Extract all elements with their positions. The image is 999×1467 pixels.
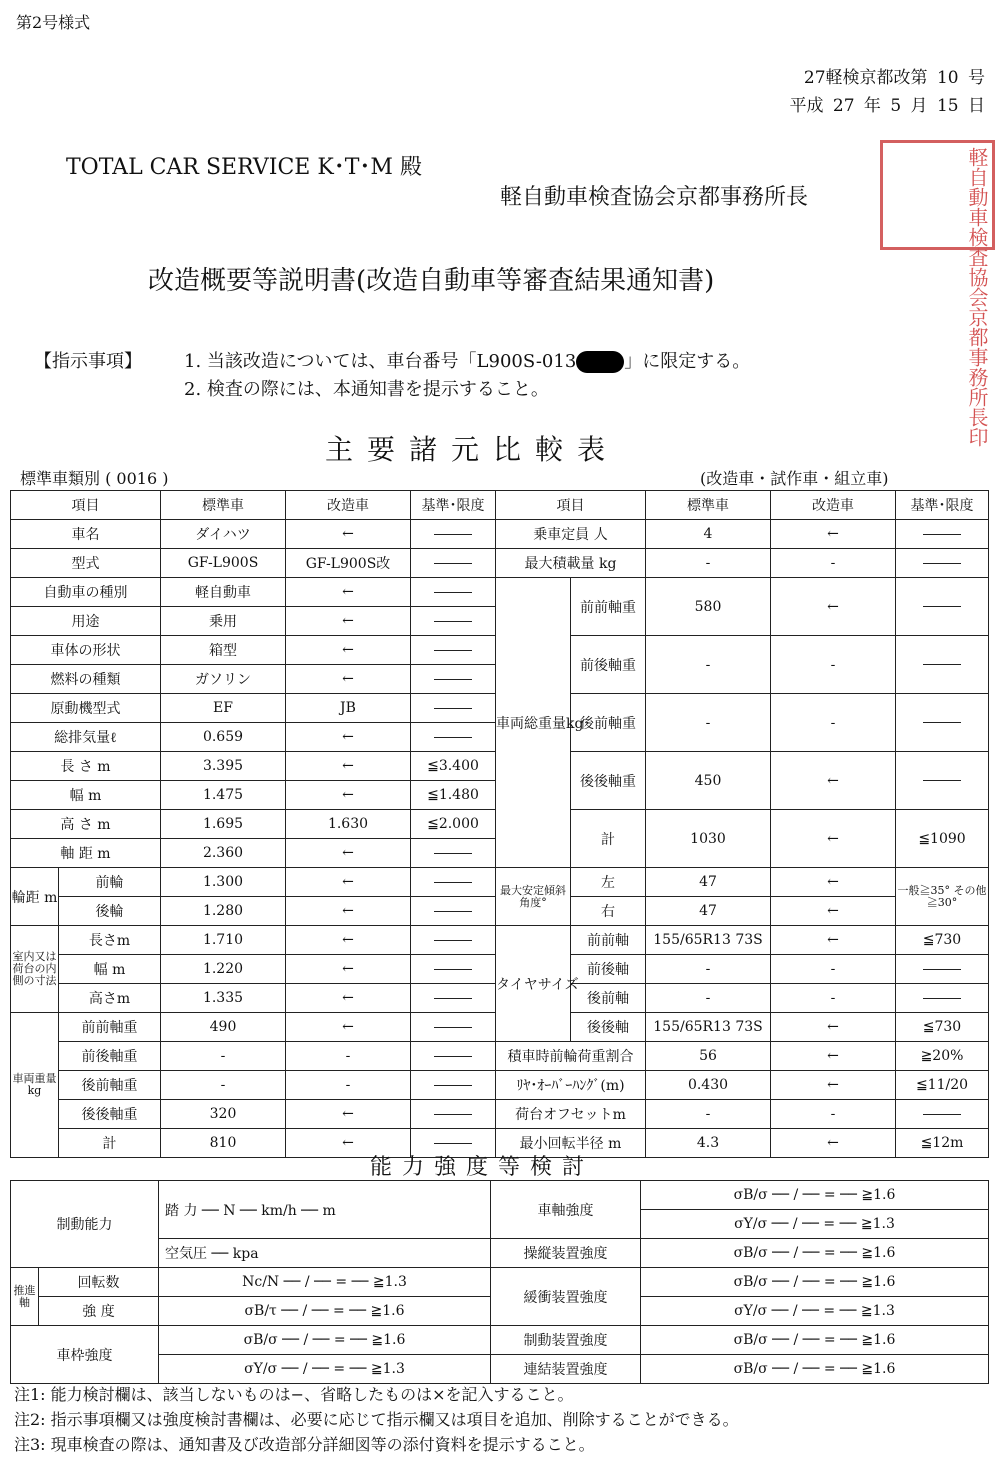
table-cell: 0.430 xyxy=(646,1071,771,1100)
table-cell: ← xyxy=(771,810,896,868)
instructions xyxy=(34,348,750,404)
table-cell: ← xyxy=(771,1013,896,1042)
brake-line2: 空気圧 ── kpa xyxy=(159,1239,491,1268)
limit-value xyxy=(411,723,496,752)
table-cell: 前後軸 xyxy=(571,955,646,984)
table-cell: 後前軸 xyxy=(571,984,646,1013)
instruction-2: 2. 検査の際には、本通知書を提示すること。 xyxy=(184,379,549,400)
table-cell: 47 xyxy=(646,868,771,897)
shaft-strength-label: 強 度 xyxy=(39,1297,159,1326)
standard-value: 0.659 xyxy=(161,723,286,752)
item-label: 車体の形状 xyxy=(11,636,161,665)
vehicle-type-label: (改造車・試作車・組立車) xyxy=(700,469,889,488)
table-cell xyxy=(896,955,989,984)
axle-weight-label: 車両重量kg xyxy=(11,1013,59,1158)
interior-label: 室内又は荷台の内側の寸法 xyxy=(11,926,59,1013)
table-cell: ← xyxy=(771,926,896,955)
modified-value: GF-L900S改 xyxy=(286,549,411,578)
table-row xyxy=(11,926,989,955)
strength-title: 能力強度等検討 xyxy=(370,1155,595,1180)
table-cell: - xyxy=(771,549,896,578)
standard-value: 3.395 xyxy=(161,752,286,781)
modified-value: ← xyxy=(286,781,411,810)
buffer-formula-2: σY/σ ── / ── = ── ≧1.3 xyxy=(641,1297,989,1326)
limit-value xyxy=(411,578,496,607)
standard-value: 箱型 xyxy=(161,636,286,665)
limit-value xyxy=(411,955,496,984)
table-cell: - xyxy=(771,636,896,694)
brake-device-formula: σB/σ ── / ── = ── ≧1.6 xyxy=(641,1326,989,1355)
item-label: 計 xyxy=(59,1129,161,1158)
category-label: 標準車類別 ( 0016 ) xyxy=(20,469,169,488)
table-cell xyxy=(896,1100,989,1129)
limit-value: ≦1.480 xyxy=(411,781,496,810)
table-cell: ≦12m xyxy=(896,1129,989,1158)
table-row xyxy=(11,1100,989,1129)
table-cell: - xyxy=(646,984,771,1013)
table-cell xyxy=(896,578,989,636)
shaft-strength-formula: σB/τ ── / ── = ── ≧1.6 xyxy=(159,1297,491,1326)
axle-formula-1: σB/σ ── / ── = ── ≧1.6 xyxy=(641,1181,989,1210)
frame-formula-2: σY/σ ── / ── = ── ≧1.3 xyxy=(159,1355,491,1384)
limit-value xyxy=(411,1071,496,1100)
tilt-limit: 一般≧35° その他≧30° xyxy=(896,868,989,926)
limit-value xyxy=(411,665,496,694)
item-label: 最小回転半径 m xyxy=(496,1129,646,1158)
redaction-mark xyxy=(576,351,624,373)
modified-value: ← xyxy=(286,752,411,781)
table-cell: 右 xyxy=(571,897,646,926)
standard-value: - xyxy=(161,1071,286,1100)
table-cell xyxy=(896,752,989,810)
item-label: 乗車定員 人 xyxy=(496,520,646,549)
item-label: 燃料の種類 xyxy=(11,665,161,694)
modified-value: ← xyxy=(286,1129,411,1158)
item-label: 幅 m xyxy=(59,955,161,984)
prop-shaft-label: 推進軸 xyxy=(11,1268,39,1326)
table-cell: 前前軸 xyxy=(571,926,646,955)
table-cell: 56 xyxy=(646,1042,771,1071)
standard-value: 1.220 xyxy=(161,955,286,984)
item-label: 幅 m xyxy=(11,781,161,810)
notes xyxy=(14,1382,739,1457)
standard-value: 320 xyxy=(161,1100,286,1129)
header: 改造車 xyxy=(771,491,896,520)
table-cell: - xyxy=(771,984,896,1013)
table-cell xyxy=(896,694,989,752)
steer-label: 操縦装置強度 xyxy=(491,1239,641,1268)
note-2: 注2: 指示事項欄又は強度検討書欄は、必要に応じて指示欄又は項目を追加、削除することができる。 xyxy=(14,1410,739,1429)
standard-value: ガソリン xyxy=(161,665,286,694)
table-cell: 450 xyxy=(646,752,771,810)
tilt-label: 最大安定傾斜角度° xyxy=(496,868,571,926)
item-label: 総排気量ℓ xyxy=(11,723,161,752)
header: 標準車 xyxy=(646,491,771,520)
modified-value: ← xyxy=(286,1100,411,1129)
table-cell: - xyxy=(771,694,896,752)
item-label: 後後軸重 xyxy=(571,752,646,810)
table-row xyxy=(11,1042,989,1071)
instructions-label: 【指示事項】 xyxy=(34,351,142,372)
table-cell: ← xyxy=(771,1042,896,1071)
table-cell: ← xyxy=(771,1129,896,1158)
table-cell: 580 xyxy=(646,578,771,636)
comparison-title: 主要諸元比較表 xyxy=(325,433,620,466)
header: 基準･限度 xyxy=(896,491,989,520)
table-row xyxy=(11,868,989,897)
limit-value xyxy=(411,520,496,549)
modified-value: ← xyxy=(286,578,411,607)
issuer: 軽自動車検査協会京都事務所長 xyxy=(500,185,809,210)
doc-header xyxy=(789,64,985,120)
table-cell: 155/65R13 73S xyxy=(646,1013,771,1042)
header: 標準車 xyxy=(161,491,286,520)
table-cell: - xyxy=(646,636,771,694)
item-label: 荷台オフセットm xyxy=(496,1100,646,1129)
modified-value: - xyxy=(286,1071,411,1100)
brake-device-label: 制動装置強度 xyxy=(491,1326,641,1355)
header: 項目 xyxy=(496,491,646,520)
limit-value xyxy=(411,607,496,636)
item-label: 後前軸重 xyxy=(571,694,646,752)
item-label: 前後軸重 xyxy=(59,1042,161,1071)
modified-value: ← xyxy=(286,1013,411,1042)
brake-line1: 踏 力 ── N ── km/h ── m xyxy=(159,1181,491,1239)
limit-value xyxy=(411,897,496,926)
modified-value: - xyxy=(286,1042,411,1071)
header: 基準･限度 xyxy=(411,491,496,520)
limit-value xyxy=(411,1100,496,1129)
addressee: TOTAL CAR SERVICE K･T･M 殿 xyxy=(66,155,422,180)
strength-table xyxy=(10,1180,989,1384)
table-row xyxy=(11,549,989,578)
table-cell: ← xyxy=(771,1071,896,1100)
standard-value: 1.710 xyxy=(161,926,286,955)
table-cell: ≦11/20 xyxy=(896,1071,989,1100)
modified-value: JB xyxy=(286,694,411,723)
table-cell xyxy=(896,636,989,694)
standard-value: ダイハツ xyxy=(161,520,286,549)
table-cell xyxy=(896,520,989,549)
item-label: 長 さ m xyxy=(11,752,161,781)
limit-value xyxy=(411,984,496,1013)
limit-value: ≦2.000 xyxy=(411,810,496,839)
rotation-formula: Nc/N ── / ── = ── ≧1.3 xyxy=(159,1268,491,1297)
modified-value: ← xyxy=(286,665,411,694)
limit-value xyxy=(411,926,496,955)
coupling-label: 連結装置強度 xyxy=(491,1355,641,1384)
table-cell: - xyxy=(646,694,771,752)
item-label: 最大積載量 kg xyxy=(496,549,646,578)
modified-value: ← xyxy=(286,868,411,897)
form-label: 第2号様式 xyxy=(16,13,91,32)
limit-value xyxy=(411,1042,496,1071)
modified-value: ← xyxy=(286,520,411,549)
table-cell: ≦730 xyxy=(896,1013,989,1042)
item-label: 高さm xyxy=(59,984,161,1013)
standard-value: 1.300 xyxy=(161,868,286,897)
item-label: 原動機型式 xyxy=(11,694,161,723)
modified-value: ← xyxy=(286,839,411,868)
note-3: 注3: 現車検査の際は、通知書及び改造部分詳細図等の添付資料を提示すること。 xyxy=(14,1435,595,1454)
header: 項目 xyxy=(11,491,161,520)
modified-value: ← xyxy=(286,723,411,752)
table-cell: 4.3 xyxy=(646,1129,771,1158)
frame-formula-1: σB/σ ── / ── = ── ≧1.6 xyxy=(159,1326,491,1355)
table-cell: 155/65R13 73S xyxy=(646,926,771,955)
limit-value xyxy=(411,549,496,578)
table-cell: ← xyxy=(771,897,896,926)
frame-label: 車枠強度 xyxy=(11,1326,159,1384)
limit-value xyxy=(411,694,496,723)
document-title: 改造概要等説明書(改造自動車等審査結果通知書) xyxy=(148,266,715,296)
limit-value xyxy=(411,636,496,665)
item-label: 計 xyxy=(571,810,646,868)
item-label: 後後軸重 xyxy=(59,1100,161,1129)
instruction-1a: 1. 当該改造については、車台番号「L900S-013 xyxy=(184,351,577,372)
steer-formula: σB/σ ── / ── = ── ≧1.6 xyxy=(641,1239,989,1268)
table-cell: ← xyxy=(771,868,896,897)
table-cell: 1030 xyxy=(646,810,771,868)
standard-value: GF-L900S xyxy=(161,549,286,578)
item-label: 軸 距 m xyxy=(11,839,161,868)
doc-date: 平成 27 年 5 月 15 日 xyxy=(789,96,985,116)
limit-value xyxy=(411,839,496,868)
standard-value: 1.695 xyxy=(161,810,286,839)
table-row xyxy=(11,491,989,520)
standard-value: 2.360 xyxy=(161,839,286,868)
standard-value: 乗用 xyxy=(161,607,286,636)
table-cell: ≧20% xyxy=(896,1042,989,1071)
table-cell: 4 xyxy=(646,520,771,549)
table-row xyxy=(11,520,989,549)
rotation-label: 回転数 xyxy=(39,1268,159,1297)
table-cell xyxy=(896,984,989,1013)
official-seal: 軽自動車検査協会京都事務所長印 xyxy=(880,140,995,250)
note-1: 注1: 能力検討欄は、該当しないものは−、省略したものは×を記入すること。 xyxy=(14,1385,574,1404)
tire-label: タイヤサイズ xyxy=(496,926,571,1042)
limit-value xyxy=(411,868,496,897)
tread-label: 輪距 m xyxy=(11,868,59,926)
table-cell: 左 xyxy=(571,868,646,897)
modified-value: 1.630 xyxy=(286,810,411,839)
buffer-label: 緩衝装置強度 xyxy=(491,1268,641,1326)
axle-formula-2: σY/σ ── / ── = ── ≧1.3 xyxy=(641,1210,989,1239)
modified-value: ← xyxy=(286,926,411,955)
item-label: 前後軸重 xyxy=(571,636,646,694)
item-label: 積車時前輪荷重割合 xyxy=(496,1042,646,1071)
item-label: 用途 xyxy=(11,607,161,636)
standard-value: 1.475 xyxy=(161,781,286,810)
standard-value: - xyxy=(161,1042,286,1071)
table-cell: - xyxy=(646,955,771,984)
modified-value: ← xyxy=(286,984,411,1013)
coupling-formula: σB/σ ── / ── = ── ≧1.6 xyxy=(641,1355,989,1384)
limit-value xyxy=(411,1013,496,1042)
item-label: 前輪 xyxy=(59,868,161,897)
standard-value: EF xyxy=(161,694,286,723)
header: 改造車 xyxy=(286,491,411,520)
item-label: ﾘﾔ･ｵｰﾊﾞｰﾊﾝｸﾞ(m) xyxy=(496,1071,646,1100)
table-row xyxy=(11,578,989,607)
item-label: 型式 xyxy=(11,549,161,578)
table-cell: 後後軸 xyxy=(571,1013,646,1042)
item-label: 前前軸重 xyxy=(571,578,646,636)
limit-value: ≦3.400 xyxy=(411,752,496,781)
table-cell: ← xyxy=(771,752,896,810)
doc-number: 27軽検京都改第 10 号 xyxy=(803,68,985,88)
gvw-label: 車両総重量kg xyxy=(496,578,571,868)
standard-value: 490 xyxy=(161,1013,286,1042)
table-cell: ≦1090 xyxy=(896,810,989,868)
item-label: 長さm xyxy=(59,926,161,955)
axle-strength-label: 車軸強度 xyxy=(491,1181,641,1239)
item-label: 高 さ m xyxy=(11,810,161,839)
item-label: 車名 xyxy=(11,520,161,549)
standard-value: 810 xyxy=(161,1129,286,1158)
table-cell: ← xyxy=(771,578,896,636)
modified-value: ← xyxy=(286,607,411,636)
table-cell: - xyxy=(646,1100,771,1129)
item-label: 後輪 xyxy=(59,897,161,926)
modified-value: ← xyxy=(286,636,411,665)
modified-value: ← xyxy=(286,955,411,984)
modified-value: ← xyxy=(286,897,411,926)
table-cell: ≦730 xyxy=(896,926,989,955)
table-cell: ← xyxy=(771,520,896,549)
standard-value: 1.280 xyxy=(161,897,286,926)
item-label: 前前軸重 xyxy=(59,1013,161,1042)
item-label: 後前軸重 xyxy=(59,1071,161,1100)
instruction-1b: 」に限定する。 xyxy=(624,351,751,372)
table-cell: - xyxy=(771,1100,896,1129)
spec-comparison-table xyxy=(10,490,989,1158)
item-label: 自動車の種別 xyxy=(11,578,161,607)
buffer-formula-1: σB/σ ── / ── = ── ≧1.6 xyxy=(641,1268,989,1297)
standard-value: 1.335 xyxy=(161,984,286,1013)
table-cell: 47 xyxy=(646,897,771,926)
table-cell xyxy=(896,549,989,578)
table-row xyxy=(11,1071,989,1100)
table-cell: - xyxy=(646,549,771,578)
table-cell: - xyxy=(771,955,896,984)
standard-value: 軽自動車 xyxy=(161,578,286,607)
brake-label: 制動能力 xyxy=(11,1181,159,1268)
